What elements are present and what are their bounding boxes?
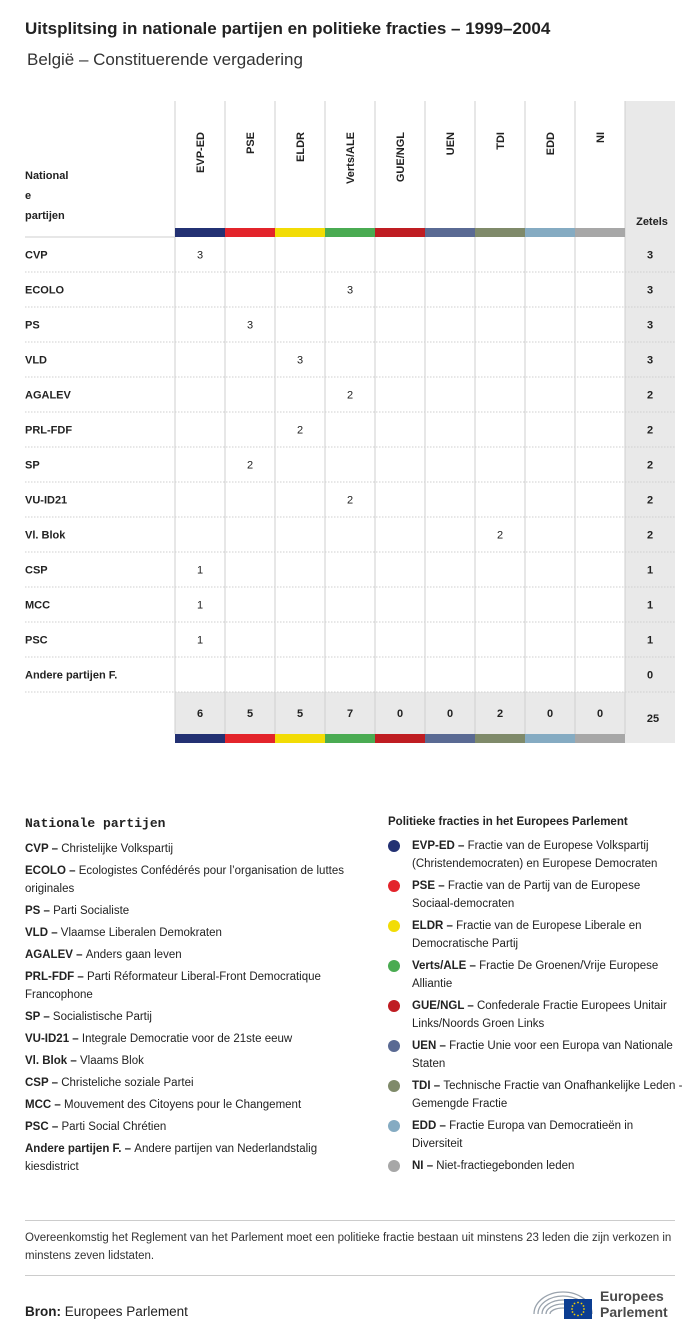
party-total: 1	[646, 564, 654, 577]
group-total: 6	[196, 708, 204, 720]
legend-group-code: Verts/ALE –	[412, 960, 480, 972]
legend-group-name: Fractie Europa van Democratieën in Diversiteit	[412, 1120, 634, 1150]
group-color-bar-bottom	[575, 734, 625, 743]
legend-group-name: Technische Fractie van Onafhankelijke Leden - Gemengde Fractie	[412, 1080, 683, 1110]
legend-political-groups	[388, 816, 683, 1179]
legend-party-name: Mouvement des Citoyens pour le Changement	[63, 1099, 302, 1111]
legend-color-dot-icon	[388, 1040, 400, 1052]
group-color-bar-bottom	[525, 734, 575, 743]
chart-subtitle: België – Constituerende vergadering	[27, 50, 303, 69]
group-header-label: TDI	[495, 132, 507, 150]
seat-value: 3	[296, 354, 304, 367]
party-total: 1	[646, 634, 654, 647]
legend-party-code: MCC –	[25, 1099, 64, 1111]
party-row-label: PS	[25, 319, 40, 332]
party-total: 3	[646, 354, 654, 367]
legend-party-item	[25, 1030, 365, 1048]
legend-group-code: ELDR –	[412, 920, 457, 932]
legend-group-item	[388, 1117, 683, 1153]
group-total: 5	[246, 708, 254, 720]
row-header-label: e	[25, 190, 32, 202]
group-header-label: GUE/NGL	[395, 132, 407, 183]
legend-color-dot-icon	[388, 960, 400, 972]
legend-party-name: Socialistische Partij	[52, 1011, 152, 1023]
group-color-bar	[175, 228, 225, 237]
legend-group-code: TDI –	[412, 1080, 444, 1092]
party-row-label: AGALEV	[25, 389, 71, 402]
seat-value: 2	[346, 494, 354, 507]
group-total: 0	[446, 708, 454, 720]
seat-value: 3	[246, 319, 254, 332]
legend-group-name: Fractie van de Partij van de Europese Sociaal-democraten	[412, 880, 641, 910]
legend-groups-heading: Politieke fracties in het Europees Parlement	[388, 816, 628, 828]
group-header-label: ELDR	[295, 132, 307, 162]
party-row-label: MCC	[25, 599, 51, 612]
legend-party-item	[25, 862, 365, 898]
ep-logo	[530, 1284, 680, 1324]
legend-party-item	[25, 1052, 365, 1070]
party-row-label: PSC	[25, 634, 48, 647]
party-total: 2	[646, 424, 654, 437]
legend-group-item	[388, 1157, 683, 1175]
party-total: 2	[646, 389, 654, 402]
group-color-bar	[375, 228, 425, 237]
party-total: 1	[646, 599, 654, 612]
legend-group-item	[388, 1077, 683, 1113]
logo-line-2: Parlement	[600, 1304, 668, 1320]
party-total: 3	[646, 284, 654, 297]
legend-group-code: NI –	[412, 1160, 437, 1172]
legend-group-name: Niet-fractiegebonden leden	[436, 1160, 575, 1172]
seat-value: 2	[346, 389, 354, 402]
group-total: 0	[396, 708, 404, 720]
legend-party-code: SP –	[25, 1011, 53, 1023]
legend-group-code: EVP-ED –	[412, 840, 468, 852]
legend-party-name: Parti Socialiste	[53, 905, 130, 917]
legend-group-name: Confederale Fractie Europees Unitair Links/Noords Groen Links	[412, 1000, 667, 1030]
group-header-label: PSE	[245, 132, 257, 155]
group-color-bar	[225, 228, 275, 237]
legend-party-name: Andere partijen van Nederlandstalig kiesdistrict	[25, 1143, 318, 1173]
group-color-bar	[325, 228, 375, 237]
group-color-bar-bottom	[325, 734, 375, 743]
party-row-label: ECOLO	[25, 284, 65, 297]
party-total: 2	[646, 459, 654, 472]
group-color-bar	[275, 228, 325, 237]
legend-group-code: UEN –	[412, 1040, 450, 1052]
legend-group-item	[388, 1037, 683, 1073]
legend-party-item	[25, 1096, 365, 1114]
legend-party-code: VLD –	[25, 927, 61, 939]
legend-group-item	[388, 997, 683, 1033]
footnote: Overeenkomstig het Reglement van het Parlement moet een politieke fractie bestaan uit minstens 23 leden die zijn verkozen in minstens zeven lidstaten.	[25, 1220, 675, 1276]
group-color-bar	[475, 228, 525, 237]
legend-party-item	[25, 1008, 365, 1026]
party-total: 2	[646, 529, 654, 542]
party-row-label: CVP	[25, 249, 48, 262]
group-total: 0	[546, 708, 554, 720]
grand-total: 25	[646, 713, 660, 725]
legend-party-code: PS –	[25, 905, 54, 917]
group-color-bar-bottom	[275, 734, 325, 743]
legend-party-item	[25, 840, 365, 858]
legend-party-name: Vlaams Blok	[79, 1055, 144, 1067]
legend-group-code: PSE –	[412, 880, 448, 892]
legend-party-item	[25, 1140, 365, 1176]
legend-color-dot-icon	[388, 880, 400, 892]
group-color-bar	[425, 228, 475, 237]
party-row-label: VU-ID21	[25, 494, 68, 507]
legend-group-item	[388, 917, 683, 953]
source-label: Bron:	[25, 1304, 61, 1319]
legend-group-item	[388, 957, 683, 993]
group-total: 5	[296, 708, 304, 720]
party-row-label: PRL-FDF	[25, 424, 73, 437]
group-header-label: EDD	[545, 132, 557, 156]
legend-party-name: Christelijke Volkspartij	[61, 843, 174, 855]
legend-party-item	[25, 968, 365, 1004]
seat-value: 3	[196, 249, 204, 262]
legend-group-code: GUE/NGL –	[412, 1000, 477, 1012]
legend-parties-heading: Nationale partijen	[25, 816, 166, 831]
group-header-label: Verts/ALE	[345, 132, 357, 184]
logo-line-1: Europees	[600, 1288, 664, 1304]
group-color-bar-bottom	[425, 734, 475, 743]
legend-group-code: EDD –	[412, 1120, 450, 1132]
party-row-label: Vl. Blok	[25, 529, 66, 542]
row-header-label: National	[25, 170, 69, 182]
legend-group-item	[388, 837, 683, 873]
legend-party-name: Integrale Democratie voor de 21ste eeuw	[81, 1033, 293, 1045]
party-total: 3	[646, 319, 654, 332]
party-row-label: SP	[25, 459, 40, 472]
parliament-emblem-icon	[530, 1284, 596, 1324]
group-total: 2	[496, 708, 504, 720]
legend-party-item	[25, 1074, 365, 1092]
legend-party-code: Andere partijen F. –	[25, 1143, 135, 1155]
legend-party-code: ECOLO –	[25, 865, 79, 877]
group-color-bar	[525, 228, 575, 237]
party-row-label: CSP	[25, 564, 48, 577]
seat-value: 2	[296, 424, 304, 437]
legend-party-name: Parti Réformateur Liberal-Front Democratique Francophone	[25, 971, 321, 1001]
party-total: 0	[646, 669, 654, 682]
legend-color-dot-icon	[388, 1000, 400, 1012]
totals-column-bg	[625, 101, 675, 743]
legend-party-item	[25, 924, 365, 942]
party-total: 2	[646, 494, 654, 507]
legend-color-dot-icon	[388, 1160, 400, 1172]
group-total: 0	[596, 708, 604, 720]
totals-header-label: Zetels	[636, 216, 668, 228]
group-color-bar-bottom	[225, 734, 275, 743]
legend-color-dot-icon	[388, 920, 400, 932]
seat-value: 1	[196, 634, 204, 647]
legend-party-item	[25, 902, 365, 920]
seat-value: 1	[196, 564, 204, 577]
legend-party-item	[25, 946, 365, 964]
legend-party-name: Ecologistes Confédérés pour l’organisation de luttes originales	[25, 865, 344, 895]
legend-party-code: PSC –	[25, 1121, 62, 1133]
legend-group-name: Fractie De Groenen/Vrije Europese Alliantie	[412, 960, 659, 990]
legend-group-name: Fractie van de Europese Liberale en Democratische Partij	[412, 920, 642, 950]
legend-party-code: CVP –	[25, 843, 62, 855]
group-color-bar	[575, 228, 625, 237]
chart-title: Uitsplitsing in nationale partijen en politieke fracties – 1999–2004	[25, 19, 551, 38]
seat-value: 2	[496, 529, 504, 542]
seat-value: 2	[246, 459, 254, 472]
legend-group-name: Fractie van de Europese Volkspartij (Christendemocraten) en Europese Democraten	[412, 840, 658, 870]
row-header-label: partijen	[25, 210, 65, 222]
seat-value: 1	[196, 599, 204, 612]
party-row-label: VLD	[25, 354, 47, 367]
legend-party-name: Parti Social Chrétien	[61, 1121, 167, 1133]
source-line	[25, 1304, 188, 1319]
legend-party-code: AGALEV –	[25, 949, 86, 961]
group-header-label: EVP-ED	[195, 132, 207, 173]
legend-national-parties	[25, 816, 365, 1180]
legend-group-item	[388, 877, 683, 913]
legend-party-name: Christeliche soziale Partei	[61, 1077, 194, 1089]
party-row-label: Andere partijen F.	[25, 669, 118, 682]
legend-group-name: Fractie Unie voor een Europa van Nationale Staten	[412, 1040, 673, 1070]
legend-color-dot-icon	[388, 840, 400, 852]
group-color-bar-bottom	[375, 734, 425, 743]
party-total: 3	[646, 249, 654, 262]
source-value: Europees Parlement	[64, 1304, 188, 1319]
legend-color-dot-icon	[388, 1080, 400, 1092]
legend-party-code: CSP –	[25, 1077, 62, 1089]
group-header-label: NI	[595, 132, 607, 143]
group-total: 7	[346, 708, 354, 720]
legend-party-item	[25, 1118, 365, 1136]
group-header-label: UEN	[445, 132, 457, 156]
group-color-bar-bottom	[475, 734, 525, 743]
legend-color-dot-icon	[388, 1120, 400, 1132]
legend-party-code: Vl. Blok –	[25, 1055, 80, 1067]
legend-party-code: VU-ID21 –	[25, 1033, 82, 1045]
seat-value: 3	[346, 284, 354, 297]
legend-party-name: Anders gaan leven	[85, 949, 182, 961]
legend-party-name: Vlaamse Liberalen Demokraten	[60, 927, 222, 939]
group-color-bar-bottom	[175, 734, 225, 743]
legend-party-code: PRL-FDF –	[25, 971, 87, 983]
